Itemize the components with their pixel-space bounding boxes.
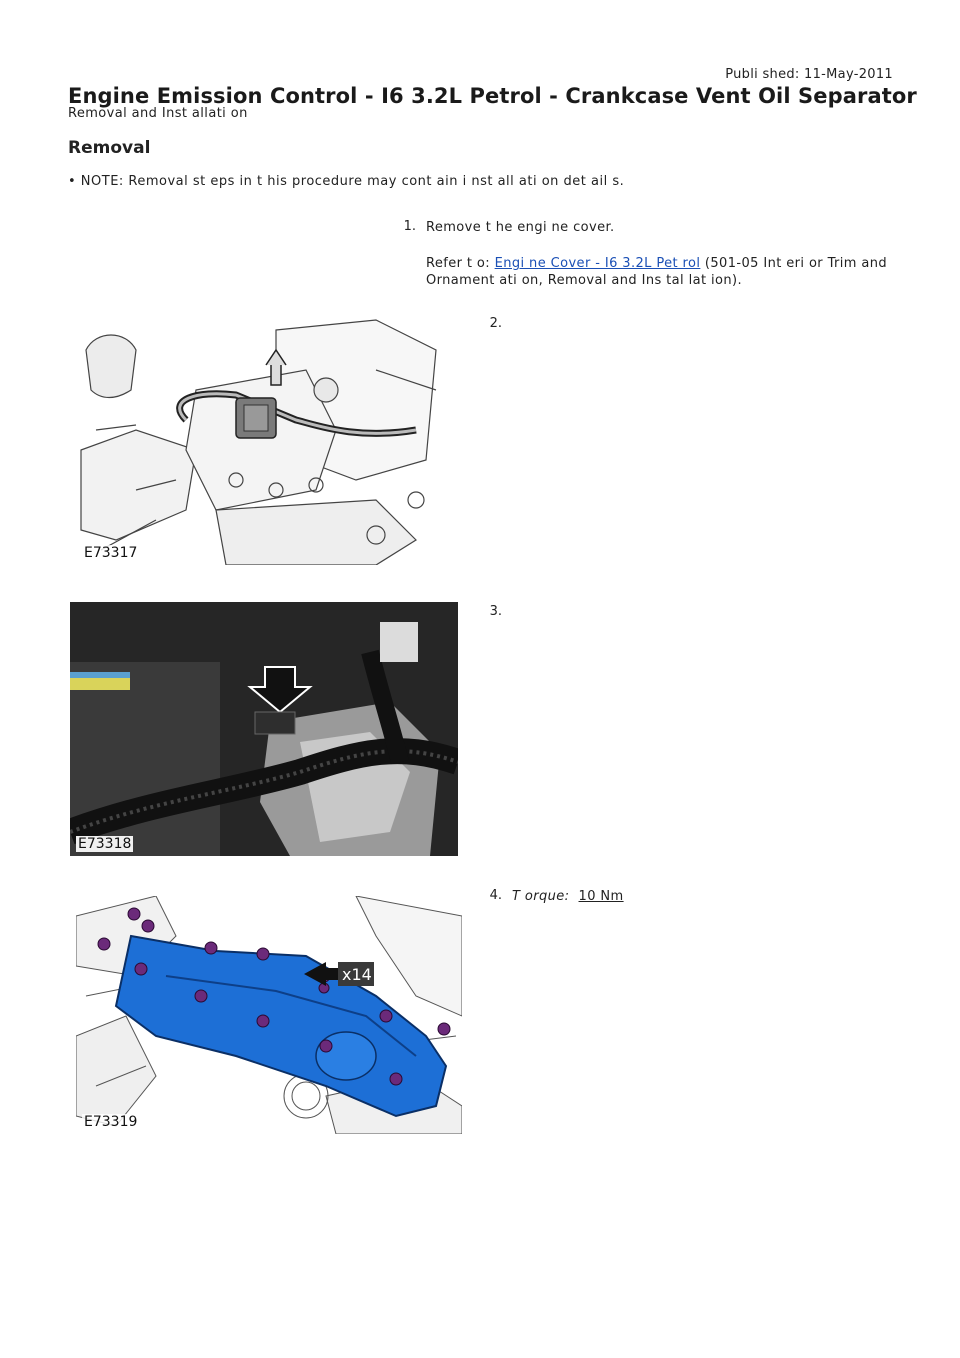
engine-harness-illustration bbox=[76, 310, 456, 565]
refer-prefix: Refer t o: bbox=[426, 256, 495, 271]
torque-label: T orque: bbox=[512, 889, 570, 904]
figure-code: E73319 bbox=[84, 1114, 138, 1130]
page-subtitle: Removal and Inst allati on bbox=[68, 106, 248, 121]
callout-x14: x14 bbox=[342, 965, 372, 984]
torque-value: 10 Nm bbox=[578, 889, 624, 904]
figure-code: E73318 bbox=[78, 836, 132, 852]
engine-bay-photo bbox=[70, 602, 458, 856]
engine-cover-link[interactable]: Engi ne Cover - I6 3.2L Pet rol bbox=[494, 256, 701, 271]
figure-e73317 bbox=[76, 310, 456, 565]
oil-separator-illustration bbox=[76, 896, 462, 1134]
page-title: Engine Emission Control - I6 3.2L Petrol - Crankcase Vent Oil Separator bbox=[68, 84, 917, 108]
published-date: Publi shed: 11-May-2011 bbox=[725, 67, 893, 82]
step-text: Remove t he engi ne cover. bbox=[426, 220, 615, 235]
figure-e73318 bbox=[70, 602, 458, 856]
step-number: 1. bbox=[403, 219, 416, 234]
note-text: • NOTE: Removal st eps in t his procedure may cont ain i nst all ati on det ail s. bbox=[68, 174, 625, 189]
step-reference bbox=[426, 255, 896, 289]
step-number: 2. bbox=[489, 316, 502, 331]
step-number: 4. bbox=[489, 888, 502, 903]
refer-suffix-line2: Ornament ati on, Removal and Ins tal lat ion). bbox=[426, 273, 743, 288]
figure-e73319 bbox=[76, 896, 462, 1134]
step-number: 3. bbox=[489, 604, 502, 619]
torque-spec bbox=[512, 888, 624, 905]
refer-suffix: (501-05 Int eri or Trim and bbox=[700, 256, 888, 271]
section-heading: Removal bbox=[68, 138, 151, 158]
figure-code: E73317 bbox=[84, 545, 138, 561]
